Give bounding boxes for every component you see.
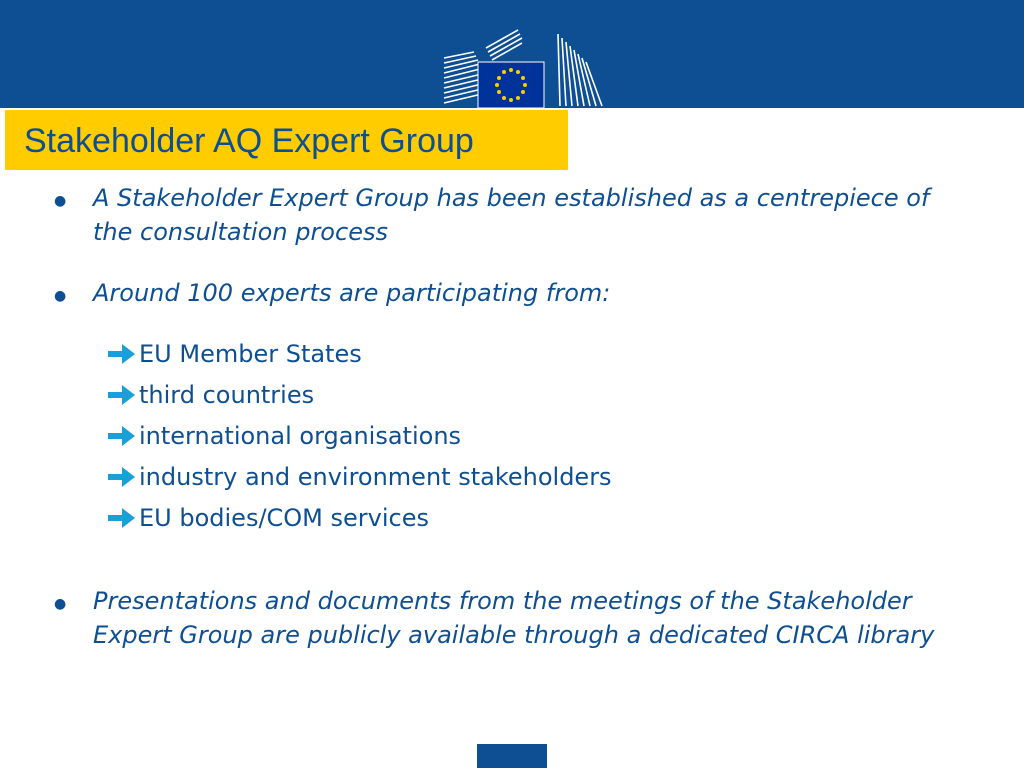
sub-item-label: EU bodies/COM services xyxy=(139,504,429,532)
arrow-right-icon xyxy=(105,337,139,371)
bullet-dot: ● xyxy=(54,288,67,304)
arrow-right-icon xyxy=(105,501,139,535)
bullet-text: Around 100 experts are participating from: xyxy=(93,279,611,307)
arrow-right-icon xyxy=(105,378,139,412)
footer-flag-strip xyxy=(477,744,547,768)
bullet-dot: ● xyxy=(54,193,67,209)
bullet-dot: ● xyxy=(54,596,67,612)
sub-list-item xyxy=(105,501,429,535)
sub-list-item xyxy=(105,337,362,371)
sub-list-item xyxy=(105,378,314,412)
sub-item-label: EU Member States xyxy=(139,340,362,368)
sub-list-item xyxy=(105,460,612,494)
bullet-text: Presentations and documents from the meetings of the Stakeholder Expert Group are publicly available through a dedicated CIRCA library xyxy=(93,587,935,649)
slide-title: Stakeholder AQ Expert Group xyxy=(24,122,474,160)
arrow-right-icon xyxy=(105,419,139,453)
bullet-text: A Stakeholder Expert Group has been established as a centrepiece of the consultation process xyxy=(93,184,930,246)
sub-item-label: third countries xyxy=(139,381,315,409)
arrow-right-icon xyxy=(105,460,139,494)
sub-list-item xyxy=(105,419,461,453)
sub-item-label: industry and environment stakeholders xyxy=(139,463,612,491)
sub-item-label: international organisations xyxy=(139,422,462,450)
